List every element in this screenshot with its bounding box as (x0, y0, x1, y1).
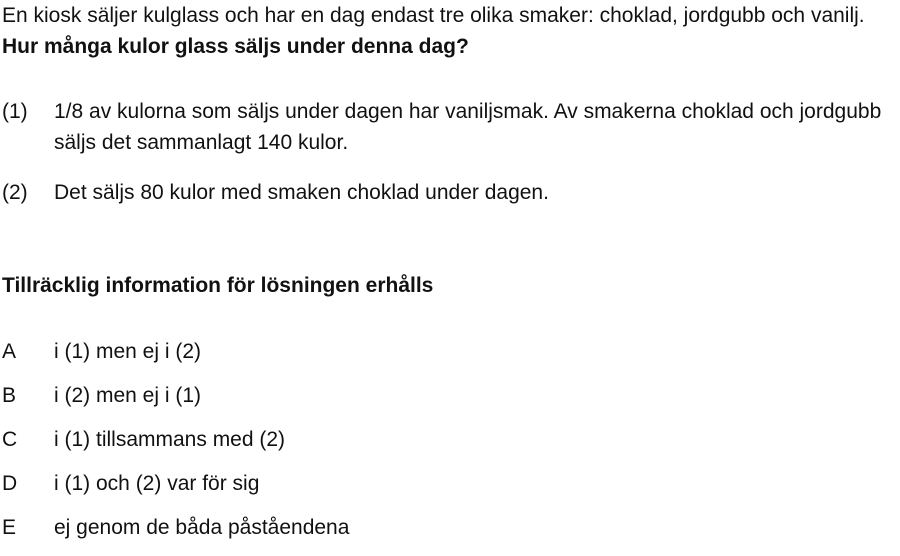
question-intro-text: En kiosk säljer kulglass och har en dag endast tre olika smaker: choklad, jordgubb och vanilj. (2, 4, 865, 27)
option-text: i (1) men ej i (2) (54, 340, 202, 363)
option-text: i (2) men ej i (1) (54, 384, 202, 407)
option-letter: B (2, 384, 17, 407)
option-text: i (1) och (2) var för sig (54, 472, 260, 495)
option-letter: A (2, 340, 17, 363)
option-letter: C (2, 428, 18, 451)
statement-1-number: (1) (2, 100, 28, 123)
answer-option-c[interactable] (2, 424, 892, 468)
answer-option-a[interactable] (2, 336, 892, 380)
statement-2 (2, 177, 892, 208)
statement-2-text: Det säljs 80 kulor med smaken choklad under dagen. (54, 181, 549, 204)
statement-1-text: 1/8 av kulorna som säljs under dagen har vaniljsmak. Av smakerna choklad och jordgubb säljs det sammanlagt 140 kulor. (54, 100, 882, 154)
question-intro (2, 0, 898, 62)
question-main-ask: Hur många kulor glass säljs under denna dag? (2, 35, 469, 58)
option-letter: E (2, 516, 17, 539)
answer-prompt: Tillräcklig information för lösningen erhålls (2, 274, 434, 297)
answer-options (2, 336, 892, 556)
statement-1 (2, 96, 892, 158)
answer-option-d[interactable] (2, 468, 892, 512)
option-text: ej genom de båda påståendena (54, 516, 350, 539)
answer-option-b[interactable] (2, 380, 892, 424)
statement-2-number: (2) (2, 181, 28, 204)
option-letter: D (2, 472, 18, 495)
answer-option-e[interactable] (2, 512, 892, 556)
option-text: i (1) tillsammans med (2) (54, 428, 286, 451)
